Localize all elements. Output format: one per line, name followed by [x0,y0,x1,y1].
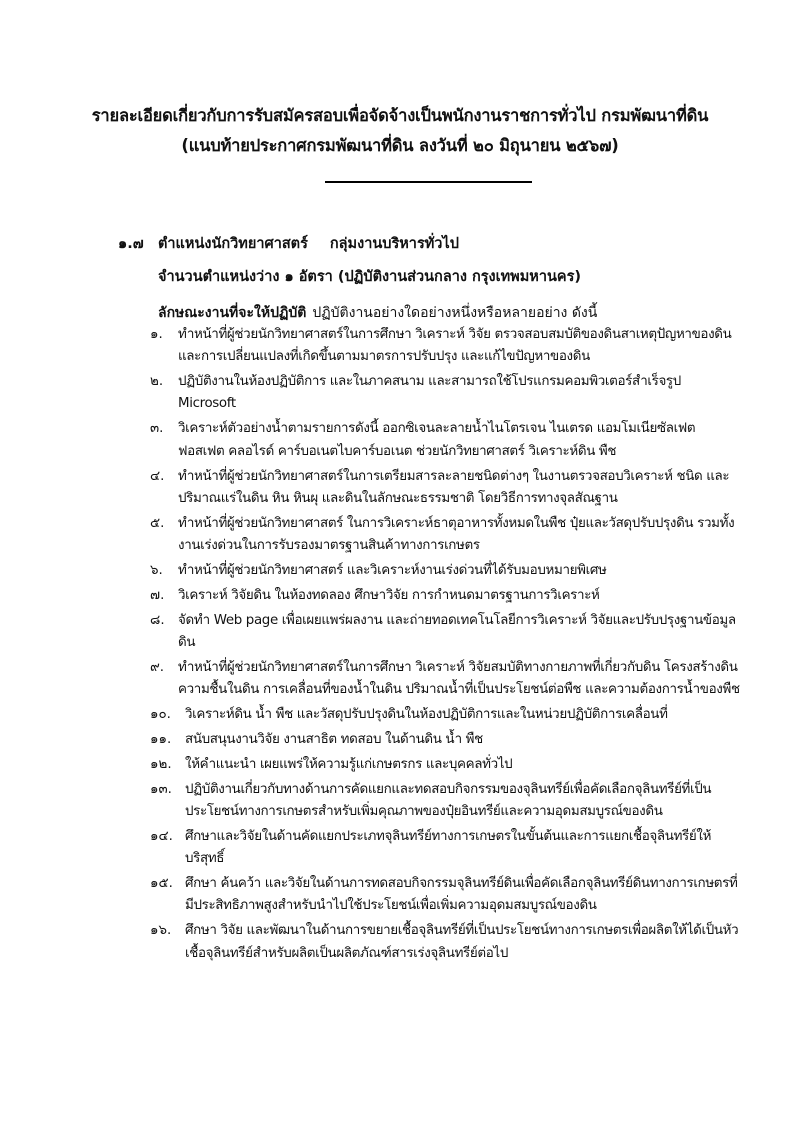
duty-item [150,513,740,558]
duty-text: ปฏิบัติงานเกี่ยวกับทางด้านการคัดแยกและทดสอบกิจกรรมของจุลินทรีย์เพื่อคัดเลือกจุลินทรีย์ที่เป็นประโยชน์ทางการเกษตรสำหรับเพิ่มคุณภาพของปุ๋ยอินทรีย์และความอุดมสมบูรณ์ของดิน [185,781,712,820]
work-group: กลุ่มงานบริหารทั่วไป [329,236,459,252]
duty-number: ๓. [150,421,164,437]
duty-text: ทำหน้าที่ผู้ช่วยนักวิทยาศาสตร์ ในการวิเคราะห์ธาตุอาหารทั้งหมดในพืช ปุ๋ยและวัสดุปรับปรุงดิน รวมทั้งงานเร่งด่วนในการรับรองมาตรฐานสินค้าทางการเกษตร [178,515,735,554]
document-title: รายละเอียดเกี่ยวกับการรับสมัครสอบเพื่อจัดจ้างเป็นพนักงานราชการทั่วไป กรมพัฒนาที่ดิน [91,106,709,125]
duty-text: ศึกษาและวิจัยในด้านคัดแยกประเภทจุลินทรีย์ทางการเกษตรในขั้นต้นและการแยกเชื้อจุลินทรีย์ให้บริสุทธิ์ [185,828,712,867]
duty-text: ทำหน้าที่ผู้ช่วยนักวิทยาศาสตร์ในการศึกษา วิเคราะห์ วิจัย ตรวจสอบสมบัติของดินสาเหตุปัญหาของดินและการเปลี่ยนแปลงที่เกิดขึ้นตามมาตรการปรับปรุง และแก้ไขปัญหาของดิน [178,327,732,365]
duty-number: ๑๓. [150,781,172,797]
duty-item [150,826,740,871]
title-divider [325,181,532,183]
section-heading [118,232,459,255]
duty-number: ๑๕. [150,876,173,892]
duty-number: ๘. [150,612,165,628]
duty-item [150,371,740,416]
duty-item [150,560,740,582]
duty-item [150,873,740,918]
duty-text: ศึกษา ค้นคว้า และวิจัยในด้านการทดสอบกิจกรรมจุลินทรีย์ดินเพื่อคัดเลือกจุลินทรีย์ดินทางการเกษตรที่มีประสิทธิภาพสูงสำหรับนำไปใช้ประโยชน์เพื่อเพิ่มความอุดมสมบูรณ์ของดิน [185,876,738,914]
duty-number: ๒. [150,374,164,390]
duty-number: ๖. [150,562,163,578]
duty-number: ๙. [150,659,165,675]
duty-item [150,704,740,726]
duty-item [150,729,740,751]
duty-text: วิเคราะห์ วิจัยดิน ในห้องทดลอง ศึกษาวิจัย การกำหนดมาตรฐานการวิเคราะห์ [178,587,600,603]
duty-item [150,920,740,965]
duty-text: ให้คำแนะนำ เผยแพร่ให้ความรู้แก่เกษตรกร และบุคคลทั่วไป [185,756,513,772]
duties-label: ลักษณะงานที่จะให้ปฏิบัติ [158,305,307,321]
duty-number: ๗. [150,587,165,603]
duty-text: วิเคราะห์ดิน น้ำ พืช และวัสดุปรับปรุงดินในห้องปฏิบัติการและในหน่วยปฏิบัติการเคลื่อนที่ [185,707,668,723]
duty-number: ๕. [150,515,165,531]
duty-number: ๑๑. [150,731,172,747]
duty-text: ศึกษา วิจัย และพัฒนาในด้านการขยายเชื้อจุลินทรีย์ที่เป็นประโยชน์ทางการเกษตรเพื่อผลิตให้ได้เป็นหัวเชื้อจุลินทรีย์สำหรับผลิตเป็นผลิตภัณฑ์สารเร่งจุลินทรีย์ต่อไป [185,923,739,961]
duty-text: ทำหน้าที่ผู้ช่วยนักวิทยาศาสตร์ในการเตรียมสารละลายชนิดต่างๆ ในงานตรวจสอบวิเคราะห์ ชนิด และปริมาณแร่ในดิน หิน หินผุ และดินในลักษณะธรรมชาติ โดยวิธีการทางจุลสัณฐาน [178,468,730,506]
duty-number: ๑๐. [150,707,171,723]
duty-number: ๔. [150,468,165,484]
duties-heading [158,302,597,324]
duty-item [150,779,740,824]
duty-number: ๑๖. [150,923,172,939]
duty-item [150,418,740,463]
section-number: ๑.๗ [118,236,144,252]
duty-item [150,466,740,511]
position-name: ตำแหน่งนักวิทยาศาสตร์ [158,236,308,252]
duty-text: วิเคราะห์ตัวอย่างน้ำตามรายการดังนี้ ออกซิเจนละลายน้ำไนโตรเจน ไนเตรด แอมโมเนียซัลเฟต ฟอสเฟต คลอไรด์ คาร์บอเนตไบคาร์บอเนต ช่วยนักวิทยาศาสตร์ วิเคราะห์ดิน พืช [178,421,696,459]
document-subtitle: (แนบท้ายประกาศกรมพัฒนาที่ดิน ลงวันที่ ๒๐ มิถุนายน ๒๕๖๗) [181,136,619,155]
duty-text: ทำหน้าที่ผู้ช่วยนักวิทยาศาสตร์ และวิเคราะห์งานเร่งด่วนที่ได้รับมอบหมายพิเศษ [178,562,607,578]
duty-item [150,324,740,369]
duty-item [150,610,740,655]
duty-text: จัดทำ Web page เพื่อเผยแพร่ผลงาน และถ่ายทอดเทคโนโลยีการวิเคราะห์ วิจัยและปรับปรุงฐานข้อมูลดิน [178,612,736,651]
duties-list [150,324,740,968]
duties-description: ปฏิบัติงานอย่างใดอย่างหนึ่งหรือหลายอย่าง ดังนี้ [312,305,598,321]
duty-text: ปฏิบัติงานในห้องปฏิบัติการ และในภาคสนาม และสามารถใช้โปรแกรมคอมพิวเตอร์สำเร็จรูป Microsoft [178,374,681,412]
duty-number: ๑. [150,327,163,342]
vacancy-info: จำนวนตำแหน่งว่าง ๑ อัตรา (ปฏิบัติงานส่วนกลาง กรุงเทพมหานคร) [158,269,581,285]
duty-item [150,585,740,607]
duty-item [150,657,740,702]
duty-item [150,754,740,776]
duty-number: ๑๒. [150,756,172,772]
duty-number: ๑๔. [150,828,173,844]
duty-text: สนับสนุนงานวิจัย งานสาธิต ทดสอบ ในด้านดิน น้ำ พืช [185,731,483,747]
duty-text: ทำหน้าที่ผู้ช่วยนักวิทยาศาสตร์ในการศึกษา วิเคราะห์ วิจัยสมบัติทางกายภาพที่เกี่ยวกับดิน โครงสร้างดิน ความชื้นในดิน การเคลื่อนที่ของน้ำในดิน ปริมาณน้ำที่เป็นประโยชน์ต่อพืช และความต้องการน้ำของพืช [178,659,740,698]
